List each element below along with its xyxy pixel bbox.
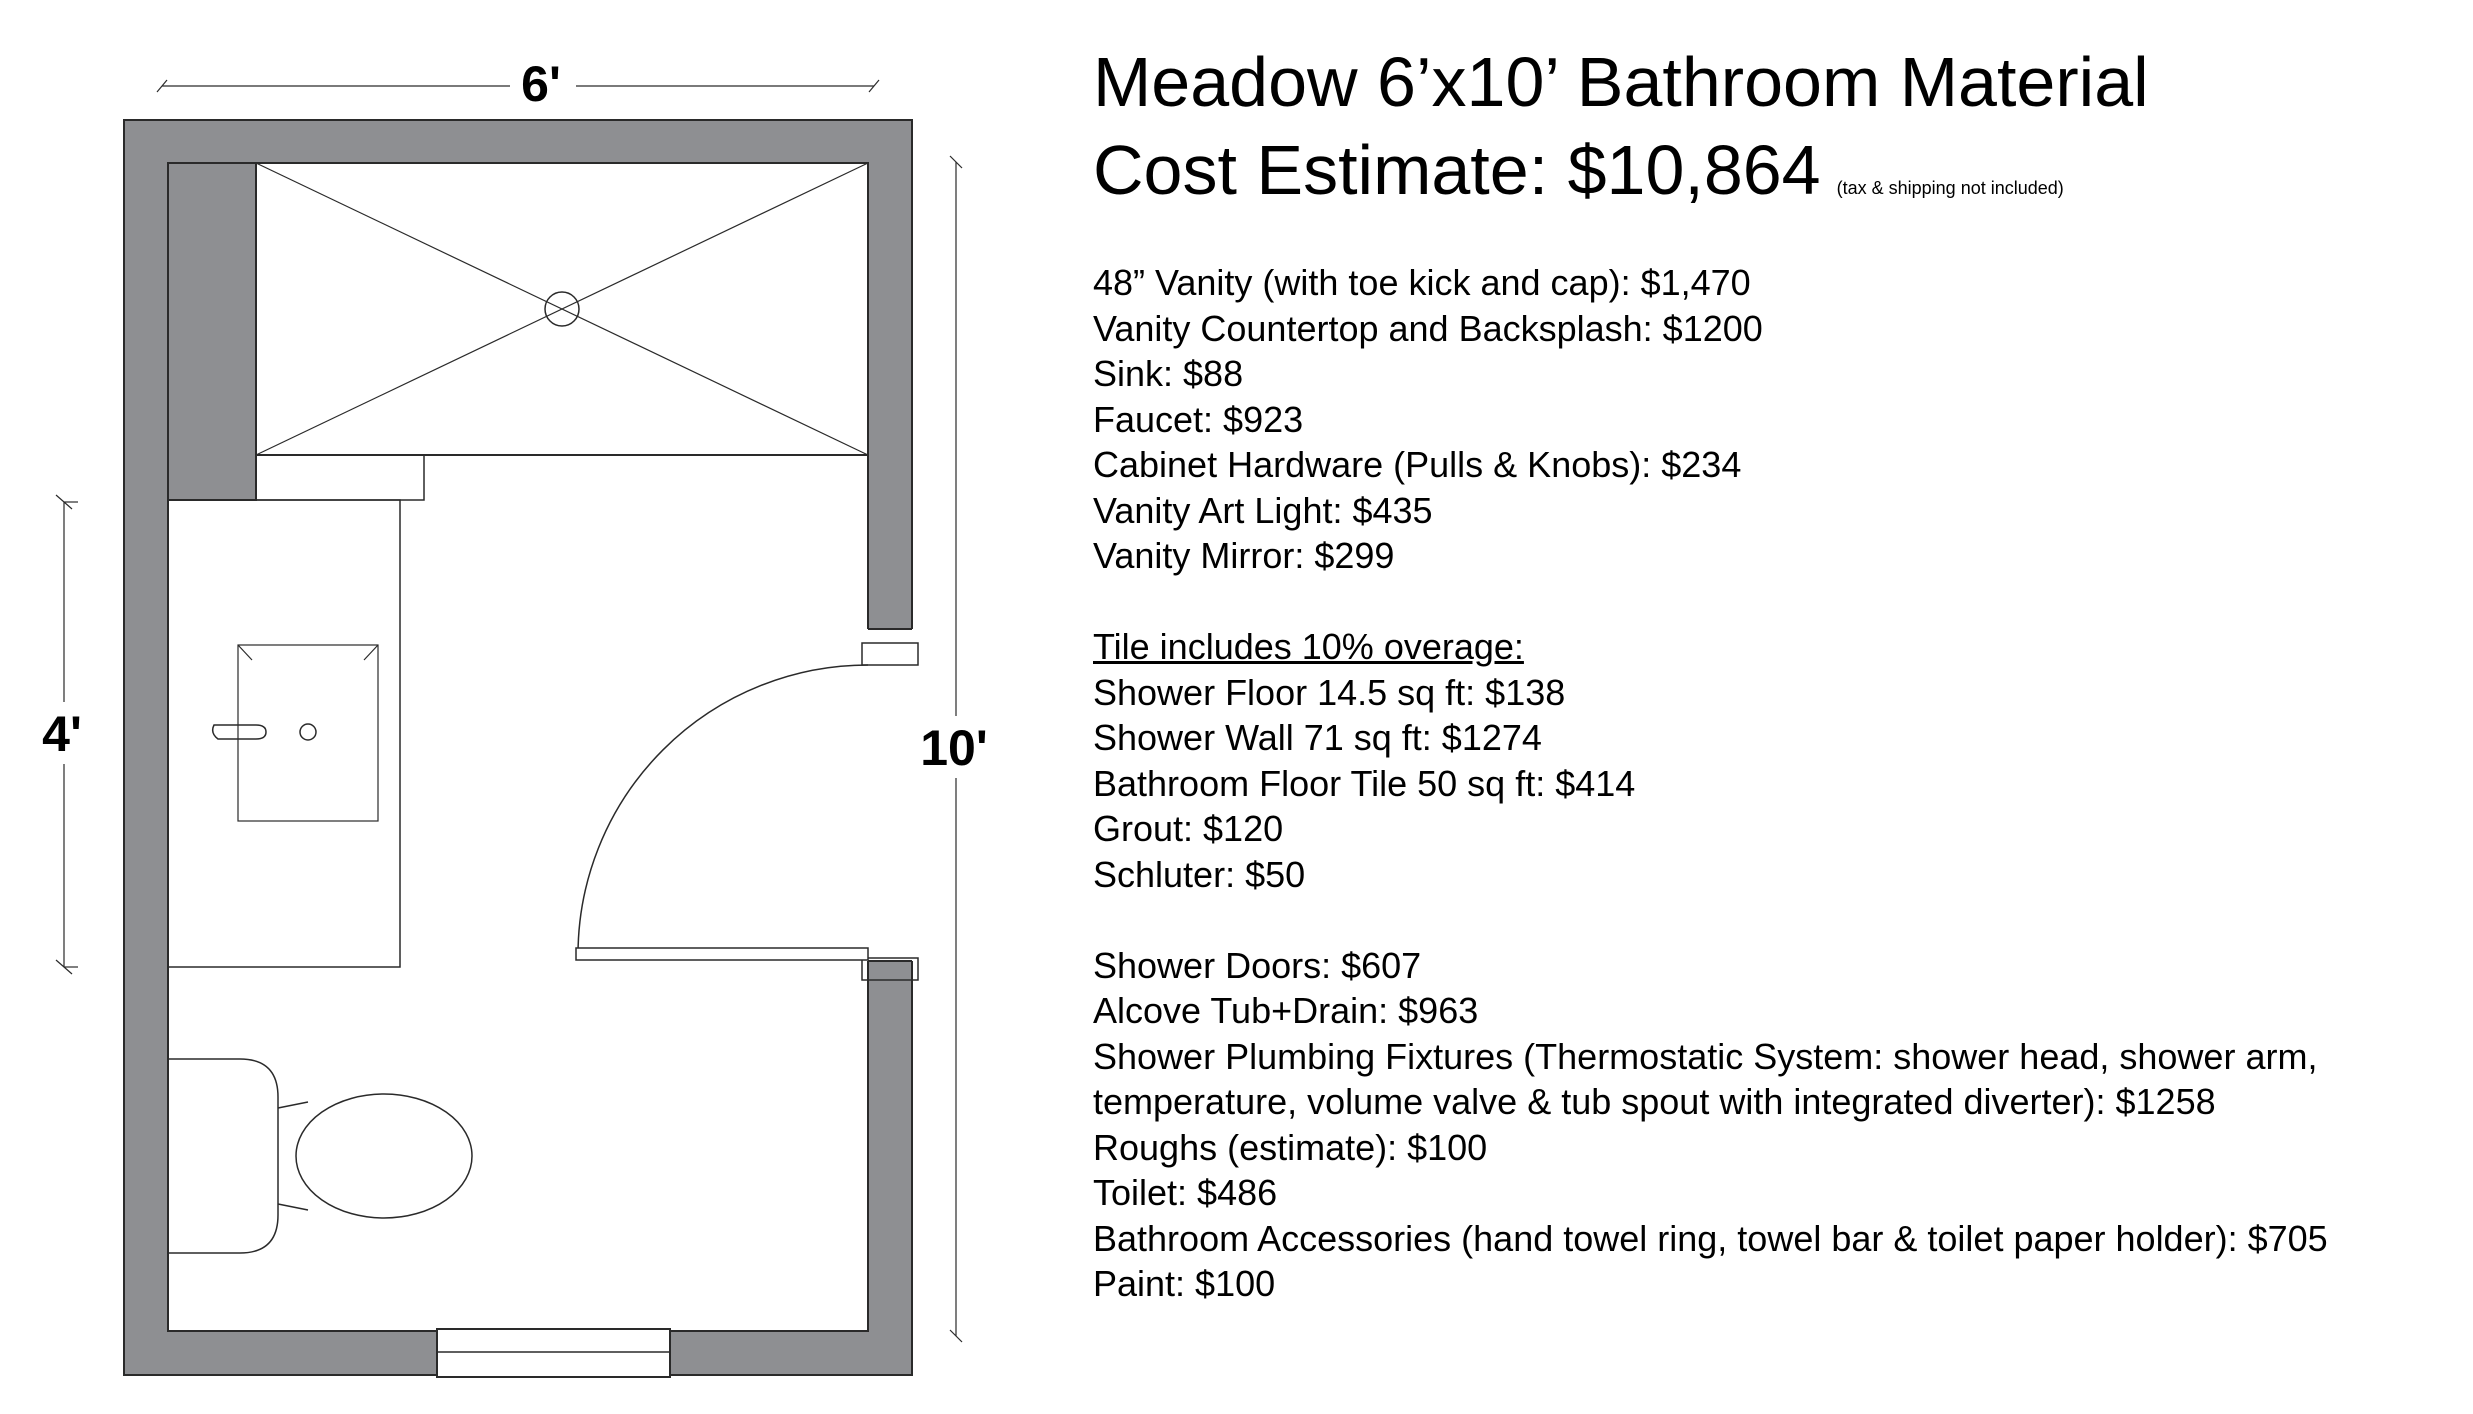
title-note: (tax & shipping not included) (1836, 178, 2064, 198)
list-item: Toilet: $486 (1093, 1172, 1278, 1213)
door-opening (866, 629, 914, 961)
dimension-length-label: 10' (920, 720, 988, 776)
toilet-bowl (296, 1094, 472, 1218)
title-line-1: Meadow 6’x10’ Bathroom Material (1093, 43, 2149, 121)
list-item: Roughs (estimate): $100 (1093, 1126, 1488, 1168)
bathroom-walls (124, 120, 914, 1377)
list-item: Cabinet Hardware (Pulls & Knobs): $234 (1093, 444, 1742, 485)
list-item: Vanity Mirror: $299 (1093, 535, 1395, 576)
vanity-items (1093, 260, 2453, 579)
fixture-items (1093, 943, 2453, 1307)
title-total: Cost Estimate: $10,864 (1093, 131, 1821, 209)
toilet-tank (168, 1059, 278, 1253)
list-item: Grout: $120 (1093, 808, 1284, 849)
title-line-2 (1093, 126, 2453, 232)
door-leaf (576, 948, 868, 960)
list-item: Shower Wall 71 sq ft: $1274 (1093, 717, 1542, 758)
list-item: Shower Plumbing Fixtures (Thermostatic System: shower head, shower arm, (1093, 1035, 2318, 1077)
floor-plan (0, 0, 1050, 1414)
cost-estimate (1093, 38, 2453, 1307)
list-item: Bathroom Accessories (hand towel ring, towel bar & toilet paper holder): $705 (1093, 1217, 2328, 1259)
vanity (168, 500, 400, 967)
toilet (168, 1059, 472, 1253)
list-item: Bathroom Floor Tile 50 sq ft: $414 (1093, 762, 1636, 804)
dimension-width-label: 6' (521, 56, 561, 112)
list-item: 48” Vanity (with toe kick and cap): $1,470 (1093, 262, 1751, 303)
list-item: temperature, volume valve & tub spout with integrated diverter): $1258 (1093, 1081, 2216, 1122)
list-item: Schluter: $50 (1093, 853, 1306, 895)
list-item: Alcove Tub+Drain: $963 (1093, 990, 1479, 1031)
list-item: Shower Doors: $607 (1093, 944, 1422, 986)
tile-heading: Tile includes 10% overage: (1093, 626, 1524, 667)
list-item: Faucet: $923 (1093, 398, 1304, 440)
list-item: Vanity Art Light: $435 (1093, 489, 1433, 531)
list-item: Sink: $88 (1093, 353, 1244, 394)
list-item: Paint: $100 (1093, 1263, 1276, 1304)
tub-ledge (256, 455, 424, 500)
tile-items (1093, 624, 2453, 897)
dimension-vanity-label: 4' (42, 706, 82, 762)
sink-basin (238, 645, 378, 821)
door-swing-arc (578, 665, 868, 955)
faucet-icon (213, 725, 266, 739)
list-item: Shower Floor 14.5 sq ft: $138 (1093, 671, 1566, 713)
sink-drain-icon (300, 724, 316, 740)
list-item: Vanity Countertop and Backsplash: $1200 (1093, 307, 1763, 349)
shower-tub (256, 163, 868, 500)
window (437, 1329, 670, 1377)
tub-end-wall (168, 163, 256, 500)
